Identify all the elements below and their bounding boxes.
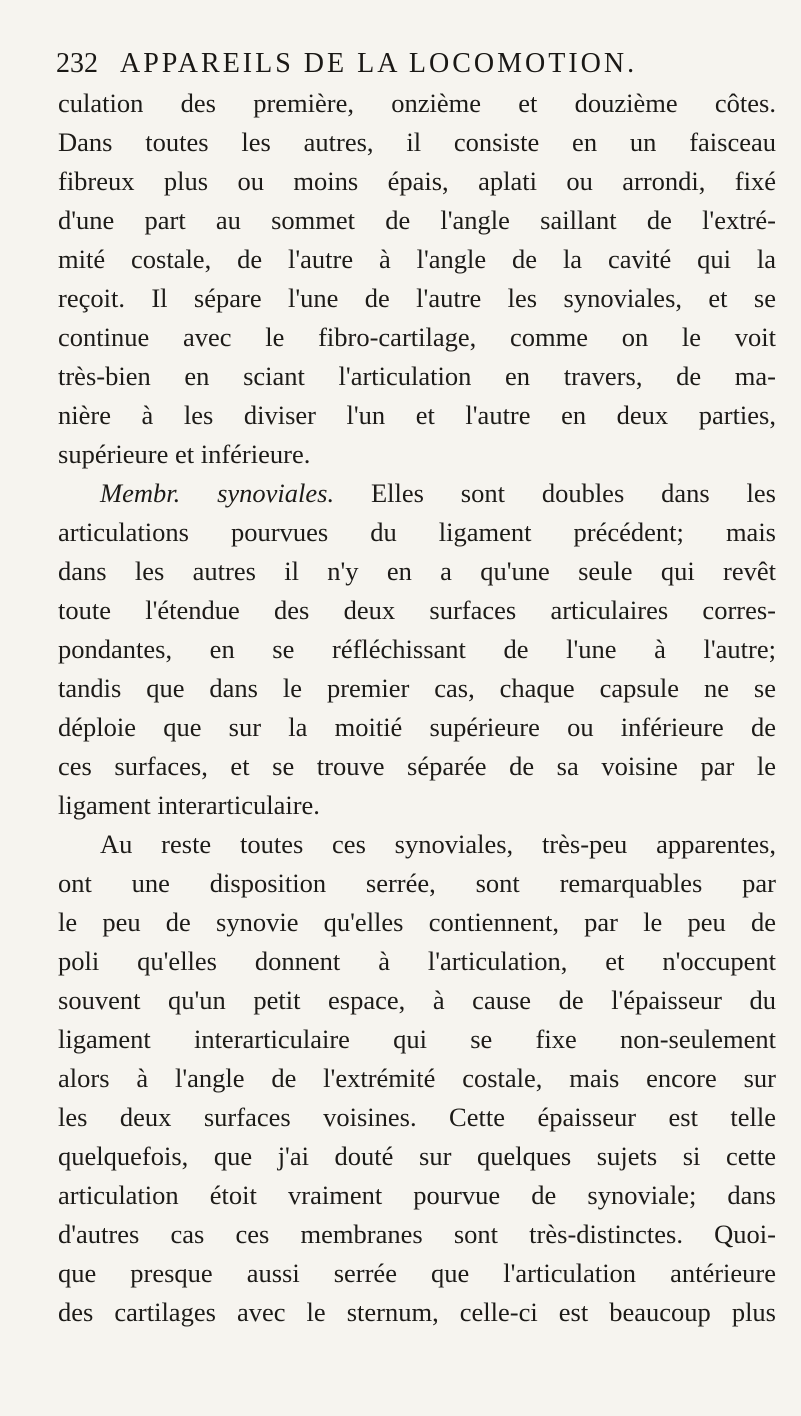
text-line — [58, 552, 776, 591]
line-text: Dans toutes les autres, il consiste en un faisceau — [58, 127, 776, 157]
text-line — [58, 1293, 776, 1332]
line-text: tandis que dans le premier cas, chaque capsule ne se — [58, 673, 776, 703]
text-line — [58, 279, 776, 318]
line-text: culation des première, onzième et douzième côtes. — [58, 88, 776, 118]
text-line — [58, 786, 776, 825]
line-text: alors à l'angle de l'extrémité costale, mais encore sur — [58, 1063, 776, 1093]
line-text: les deux surfaces voisines. Cette épaisseur est telle — [58, 1102, 776, 1132]
text-line — [58, 84, 776, 123]
text-line — [58, 357, 776, 396]
text-line — [58, 1098, 776, 1137]
line-text: toute l'étendue des deux surfaces articulaires corres- — [58, 595, 776, 625]
line-text: déploie que sur la moitié supérieure ou inférieure de — [58, 712, 776, 742]
text-line — [58, 201, 776, 240]
line-text: très-bien en sciant l'articulation en travers, de ma- — [58, 361, 776, 391]
text-line — [58, 630, 776, 669]
line-text: Au reste toutes ces synoviales, très-peu apparentes, — [100, 829, 776, 859]
body-text — [58, 84, 776, 1332]
line-text: articulation étoit vraiment pourvue de synoviale; dans — [58, 1180, 776, 1210]
text-line — [58, 1176, 776, 1215]
text-line — [58, 825, 776, 864]
line-text: le peu de synovie qu'elles contiennent, par le peu de — [58, 907, 776, 937]
line-text: pondantes, en se réfléchissant de l'une à l'autre; — [58, 634, 776, 664]
running-title: APPAREILS DE LA LOCOMOTION. — [120, 48, 638, 79]
text-line — [58, 903, 776, 942]
line-text: poli qu'elles donnent à l'articulation, et n'occupent — [58, 946, 776, 976]
text-line — [58, 123, 776, 162]
running-head — [56, 48, 756, 88]
italic-heading: Membr. synoviales. — [100, 478, 335, 508]
line-text: mité costale, de l'autre à l'angle de la cavité qui la — [58, 244, 776, 274]
line-text: ligament interarticulaire qui se fixe non-seulement — [58, 1024, 776, 1054]
line-text: d'autres cas ces membranes sont très-distinctes. Quoi- — [58, 1219, 776, 1249]
text-line — [58, 435, 776, 474]
text-line — [58, 1254, 776, 1293]
text-line — [58, 864, 776, 903]
page-number: 232 — [56, 48, 98, 79]
line-text: continue avec le fibro-cartilage, comme on le voit — [58, 322, 776, 352]
line-text: d'une part au sommet de l'angle saillant de l'extré- — [58, 205, 776, 235]
text-line — [58, 162, 776, 201]
line-text: souvent qu'un petit espace, à cause de l'épaisseur du — [58, 985, 776, 1015]
text-line — [58, 318, 776, 357]
text-line — [58, 942, 776, 981]
text-line — [58, 1137, 776, 1176]
line-text: quelquefois, que j'ai douté sur quelques sujets si cette — [58, 1141, 776, 1171]
text-line — [58, 396, 776, 435]
text-line — [58, 1215, 776, 1254]
line-text: nière à les diviser l'un et l'autre en deux parties, — [58, 400, 776, 430]
text-line — [58, 1020, 776, 1059]
text-line — [58, 240, 776, 279]
text-line — [58, 669, 776, 708]
text-line — [58, 981, 776, 1020]
line-text: Elles sont doubles dans les — [334, 478, 776, 508]
line-text: supérieure et inférieure. — [58, 439, 311, 469]
line-text: ligament interarticulaire. — [58, 790, 320, 820]
text-line — [58, 474, 776, 513]
line-text: ces surfaces, et se trouve séparée de sa voisine par le — [58, 751, 776, 781]
line-text: des cartilages avec le sternum, celle-ci est beaucoup plus — [58, 1297, 776, 1327]
text-line — [58, 591, 776, 630]
line-text: articulations pourvues du ligament précédent; mais — [58, 517, 776, 547]
text-line — [58, 708, 776, 747]
line-text: dans les autres il n'y en a qu'une seule qui revêt — [58, 556, 776, 586]
line-text: que presque aussi serrée que l'articulation antérieure — [58, 1258, 776, 1288]
line-text: fibreux plus ou moins épais, aplati ou arrondi, fixé — [58, 166, 776, 196]
text-line — [58, 1059, 776, 1098]
text-line — [58, 747, 776, 786]
line-text: ont une disposition serrée, sont remarquables par — [58, 868, 776, 898]
line-text: reçoit. Il sépare l'une de l'autre les synoviales, et se — [58, 283, 776, 313]
text-line — [58, 513, 776, 552]
